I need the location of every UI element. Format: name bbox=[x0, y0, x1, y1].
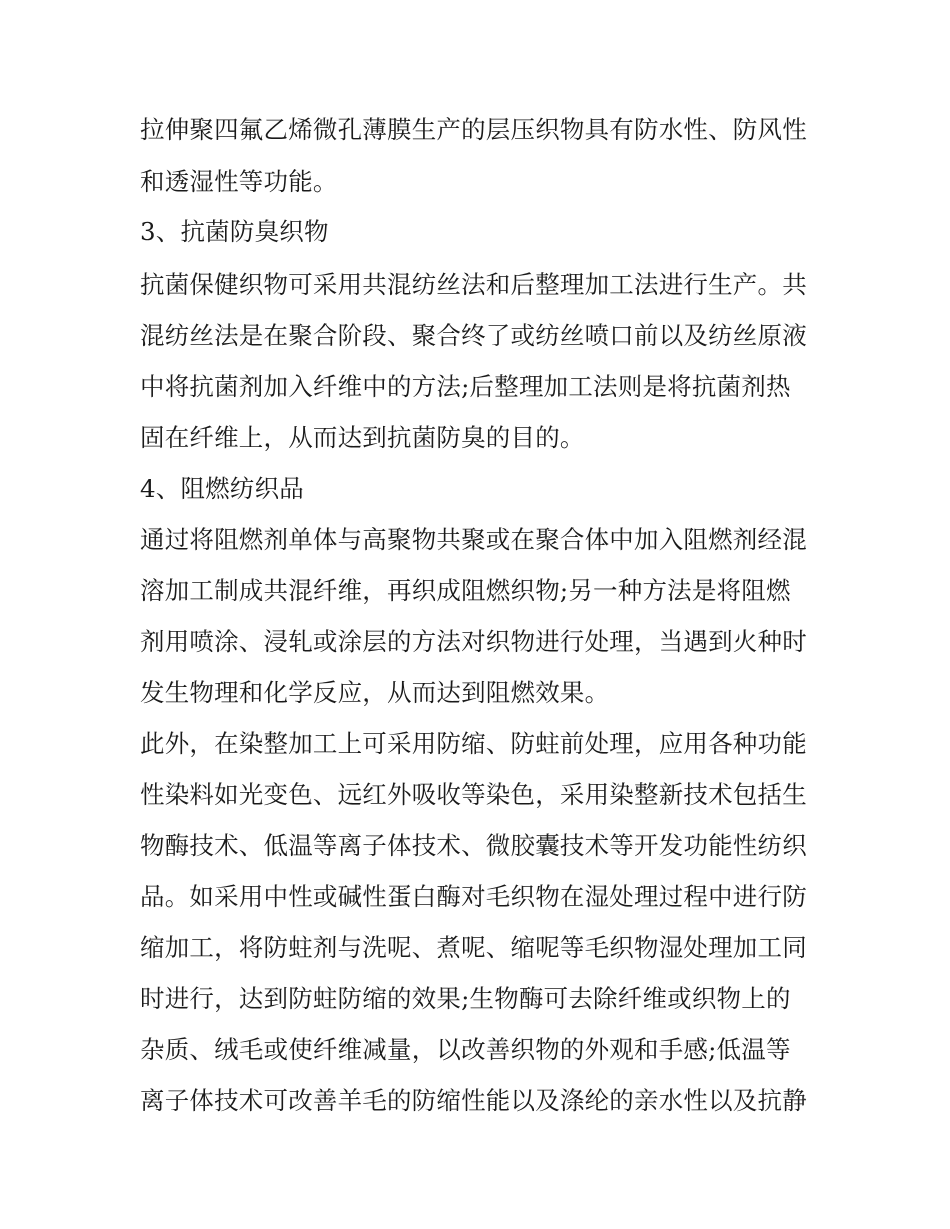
paragraph-line: 物酶技术、低温等离子体技术、微胶囊技术等开发功能性纺织 bbox=[140, 831, 807, 860]
paragraph-line: 溶加工制成共混纤维，再织成阻燃织物;另一种方法是将阻燃 bbox=[140, 576, 791, 605]
paragraph-line: 品。如采用中性或碱性蛋白酶对毛织物在湿处理过程中进行防 bbox=[140, 882, 807, 911]
paragraph-line: 此外，在染整加工上可采用防缩、防蛀前处理，应用各种功能 bbox=[140, 729, 807, 758]
section-heading: 3、抗菌防臭织物 bbox=[140, 217, 329, 246]
paragraph-line: 抗菌保健织物可采用共混纺丝法和后整理加工法进行生产。共 bbox=[140, 270, 807, 299]
paragraph-line: 混纺丝法是在聚合阶段、聚合终了或纺丝喷口前以及纺丝原液 bbox=[140, 321, 807, 350]
paragraph-line: 杂质、绒毛或使纤维减量，以改善织物的外观和手感;低温等 bbox=[140, 1035, 791, 1064]
paragraph-line: 发生物理和化学反应，从而达到阻燃效果。 bbox=[140, 678, 610, 707]
paragraph-line: 缩加工，将防蛀剂与洗呢、煮呢、缩呢等毛织物湿处理加工同 bbox=[140, 933, 807, 962]
section-heading: 4、阻燃纺织品 bbox=[140, 474, 304, 503]
paragraph-line: 离子体技术可改善羊毛的防缩性能以及涤纶的亲水性以及抗静 bbox=[140, 1086, 807, 1115]
paragraph-line: 性染料如光变色、远红外吸收等染色，采用染整新技术包括生 bbox=[140, 780, 807, 809]
paragraph-line: 中将抗菌剂加入纤维中的方法;后整理加工法则是将抗菌剂热 bbox=[140, 372, 791, 401]
paragraph-line: 剂用喷涂、浸轧或涂层的方法对织物进行处理，当遇到火种时 bbox=[140, 627, 807, 656]
paragraph-line: 通过将阻燃剂单体与高聚物共聚或在聚合体中加入阻燃剂经混 bbox=[140, 525, 807, 554]
paragraph-line: 拉伸聚四氟乙烯微孔薄膜生产的层压织物具有防水性、防风性 bbox=[140, 115, 807, 144]
paragraph-line: 固在纤维上，从而达到抗菌防臭的目的。 bbox=[140, 423, 585, 452]
paragraph-line: 时进行，达到防蛀防缩的效果;生物酶可去除纤维或织物上的 bbox=[140, 984, 791, 1013]
paragraph-line: 和透湿性等功能。 bbox=[140, 167, 338, 196]
